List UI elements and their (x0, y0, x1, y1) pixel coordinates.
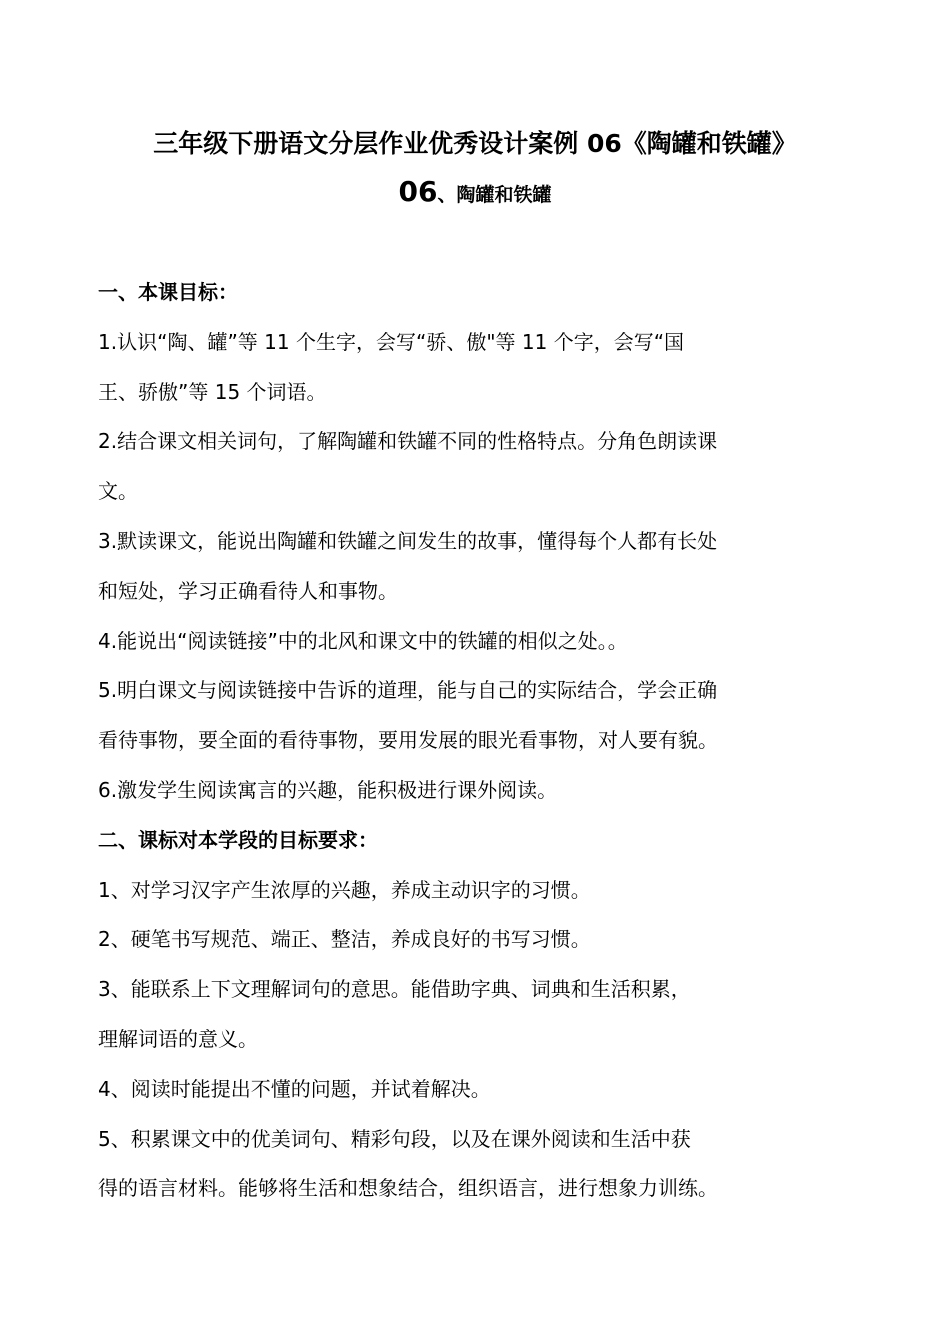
text-line: 2.结合课文相关词句，了解陶罐和铁罐不同的性格特点。分角色朗读课 (98, 429, 718, 454)
text-line: 5.明白课文与阅读链接中告诉的道理，能与自己的实际结合，学会正确 (98, 678, 718, 703)
subtitle-lesson-number: 06 (398, 175, 438, 208)
text-line: 6.激发学生阅读寓言的兴趣，能积极进行课外阅读。 (98, 777, 558, 802)
text-line: 看待事物，要全面的看待事物，要用发展的眼光看事物，对人要有貌。 (98, 728, 718, 753)
section-heading: 二、课标对本学段的目标要求： (98, 827, 378, 852)
text-line: 1、对学习汉字产生浓厚的兴趣，养成主动识字的习惯。 (98, 877, 591, 902)
section-heading: 一、本课目标： (98, 280, 238, 304)
text-line: 1.认识“陶、罐”等 11 个生字，会写“骄、傲"等 11 个字，会写“国 (98, 329, 685, 354)
text-line: 王、骄傲”等 15 个词语。 (98, 379, 327, 404)
text-line: 得的语言材料。能够将生活和想象结合，组织语言，进行想象力训练。 (98, 1176, 718, 1201)
text-line: 4.能说出“阅读链接”中的北风和课文中的铁罐的相似之处。。 (98, 628, 628, 653)
text-line: 2、硬笔书写规范、端正、整洁，养成良好的书写习惯。 (98, 927, 591, 952)
text-line: 5、积累课文中的优美词句、精彩句段，以及在课外阅读和生活中获 (98, 1126, 691, 1151)
text-line: 理解词语的意义。 (98, 1026, 258, 1051)
text-line: 3.默读课文，能说出陶罐和铁罐之间发生的故事，懂得每个人都有长处 (98, 528, 718, 553)
text-line: 和短处，学习正确看待人和事物。 (98, 578, 398, 603)
document-body (98, 268, 798, 1214)
text-line: 文。 (98, 479, 138, 504)
text-line: 4、阅读时能提出不懂的问题，并试着解决。 (98, 1076, 491, 1101)
document-title: 三年级下册语文分层作业优秀设计案例 06《陶罐和铁罐》 (153, 129, 797, 158)
subtitle-lesson-name: 、陶罐和铁罐 (437, 184, 552, 206)
document-subtitle (0, 172, 950, 216)
text-line: 3、能联系上下文理解词句的意思。能借助字典、词典和生活积累， (98, 977, 691, 1002)
